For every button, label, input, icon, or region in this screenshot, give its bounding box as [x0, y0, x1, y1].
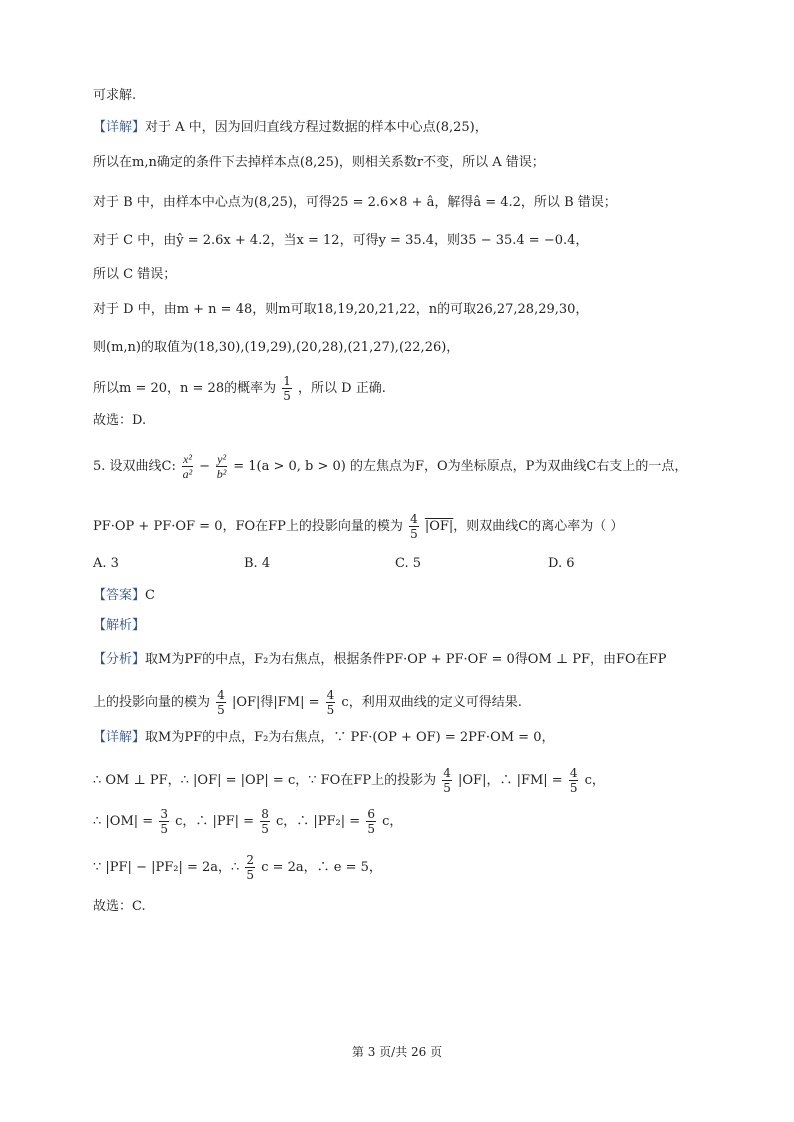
analysis-text-2b: |OF|得|FM| =	[231, 695, 320, 710]
fraction-one-fifth	[282, 374, 292, 403]
text-line-3: 所以在m,n确定的条件下去掉样本点(8,25)，则相关系数r不变，所以 A 错误；	[93, 155, 545, 170]
detail-text-3b: c，∴ |PF| =	[175, 814, 255, 829]
numerator: 2	[246, 853, 255, 867]
detail-line-3	[93, 807, 402, 836]
fraction-y2-b2	[216, 452, 227, 481]
analysis-text-2c: c，利用双曲线的定义可得结果.	[341, 695, 522, 710]
denominator: b²	[216, 467, 227, 481]
denominator: 5	[283, 389, 291, 403]
answer-line	[93, 586, 155, 606]
detail-text-2b: |OF|，∴ |FM| =	[458, 773, 563, 788]
prob-text-b: ，所以 D 正确.	[298, 381, 386, 396]
denominator: 5	[326, 703, 335, 717]
fraction-four-fifths	[216, 688, 226, 717]
numerator: 3	[160, 807, 168, 821]
detail-line-2	[93, 766, 605, 795]
numerator: 6	[367, 807, 375, 821]
text-line-6: 所以 C 错误；	[93, 267, 177, 282]
detail-text-4b: c = 2a，∴ e = 5，	[261, 860, 382, 875]
detail-line-1	[93, 728, 554, 748]
text-line-5: 对于 C 中，由ŷ = 2.6x + 4.2，当x = 12，可得y = 35.4，则35 − 35.4 = −0.4，	[93, 233, 589, 248]
numerator: 4	[410, 512, 418, 526]
vector-of-abs: |OF|	[424, 519, 454, 534]
analysis-tag: 【解析】	[93, 618, 146, 633]
denominator: 5	[367, 822, 375, 836]
denominator: a²	[182, 467, 193, 481]
page-footer: 第 3 页/共 26 页	[351, 1045, 443, 1059]
analysis-sub-tag: 【分析】	[93, 652, 146, 667]
q5-text-d: ，则双曲线C的离心率为（ ）	[453, 519, 624, 534]
option-a: A. 3	[93, 556, 119, 571]
answer-value: C	[145, 588, 155, 603]
analysis-line-2	[93, 688, 522, 717]
numerator: 4	[217, 688, 225, 702]
detail-line-5: 故选：C.	[93, 899, 146, 914]
q5-text-c: PF·OP + PF·OF = 0，FO在FP上的投影向量的模为	[93, 519, 403, 534]
denominator: 5	[246, 868, 255, 882]
option-c: C. 5	[395, 556, 422, 571]
numerator: 4	[569, 766, 578, 780]
detail-text-4a: ∵ |PF| − |PF₂| = 2a，∴	[93, 860, 240, 875]
denominator: 5	[410, 527, 418, 541]
detail-text-3c: c，∴ |PF₂| =	[275, 814, 361, 829]
text-line-2	[93, 118, 488, 138]
text-line-8: 则(m,n)的取值为(18,30),(19,29),(20,28),(21,27),(22,26)，	[93, 340, 460, 355]
option-d: D. 6	[548, 556, 575, 571]
denominator: 5	[160, 822, 168, 836]
fraction-x2-a2	[182, 452, 193, 481]
denominator: 5	[569, 781, 578, 795]
numerator: y²	[217, 452, 227, 466]
detail-tag-2: 【详解】	[93, 730, 146, 745]
text-line-10: 故选：D.	[93, 413, 147, 428]
detail-tag: 【详解】	[93, 120, 146, 135]
denominator: 5	[443, 781, 451, 795]
detail-line-4	[93, 853, 382, 882]
detail-text-2c: c，	[584, 773, 605, 788]
denominator: 5	[261, 822, 269, 836]
text-line-4: 对于 B 中，由样本中心点为(8,25)，可得25 = 2.6×8 + â，解得â = 4.2，所以 B 错误；	[93, 195, 617, 210]
detail-text-3a: ∴ |OM| =	[93, 814, 154, 829]
answer-tag: 【答案】	[93, 588, 146, 603]
fraction-four-fifths	[409, 512, 419, 541]
detail-text-3d: c，	[382, 814, 403, 829]
numerator: 4	[443, 766, 451, 780]
analysis-text-2a: 上的投影向量的模为	[93, 695, 211, 710]
fraction-three-fifths	[159, 807, 169, 836]
hyperbola-condition: = 1(a > 0, b > 0)	[233, 459, 346, 474]
denominator: 5	[217, 703, 225, 717]
numerator: 1	[283, 374, 291, 388]
numerator: 4	[326, 688, 335, 702]
fraction-four-fifths	[326, 688, 336, 717]
detail-text-1: 取M为PF的中点，F₂为右焦点，∵ PF·(OP + OF) = 2PF·OM = 0，	[145, 730, 555, 745]
prob-text-a: 所以m = 20，n = 28的概率为	[93, 381, 277, 396]
q5-text-b: 的左焦点为F，O为坐标原点，P为双曲线C右支上的一点，	[350, 459, 688, 474]
numerator: x²	[183, 452, 192, 466]
text-line-7: 对于 D 中，由m + n = 48，则m可取18,19,20,21,22，n的可取26,27,28,29,30，	[93, 302, 589, 317]
fraction-four-fifths	[569, 766, 579, 795]
option-b: B. 4	[244, 556, 271, 571]
fraction-eight-fifths	[260, 807, 270, 836]
analysis-text-1: 取M为PF的中点，F₂为右焦点，根据条件PF·OP + PF·OF = 0得OM ⊥ PF，由FO在FP	[145, 652, 667, 667]
minus-sign: −	[199, 459, 210, 474]
analysis-line-1	[93, 650, 666, 670]
fraction-six-fifths	[366, 807, 376, 836]
fraction-two-fifths	[245, 853, 255, 882]
detail-text-a: 对于 A 中，因为回归直线方程过数据的样本中心点(8,25)，	[145, 120, 488, 135]
detail-text-2a: ∴ OM ⊥ PF，∴ |OF| = |OP| = c，∵ FO在FP上的投影为	[93, 773, 437, 788]
text-line-1: 可求解.	[93, 88, 137, 103]
q5-text-a: 5. 设双曲线C:	[93, 459, 176, 474]
numerator: 8	[261, 807, 269, 821]
question-5-line-1	[93, 452, 687, 481]
question-5-line-2	[93, 512, 623, 541]
fraction-four-fifths	[442, 766, 452, 795]
text-line-9	[93, 374, 386, 403]
